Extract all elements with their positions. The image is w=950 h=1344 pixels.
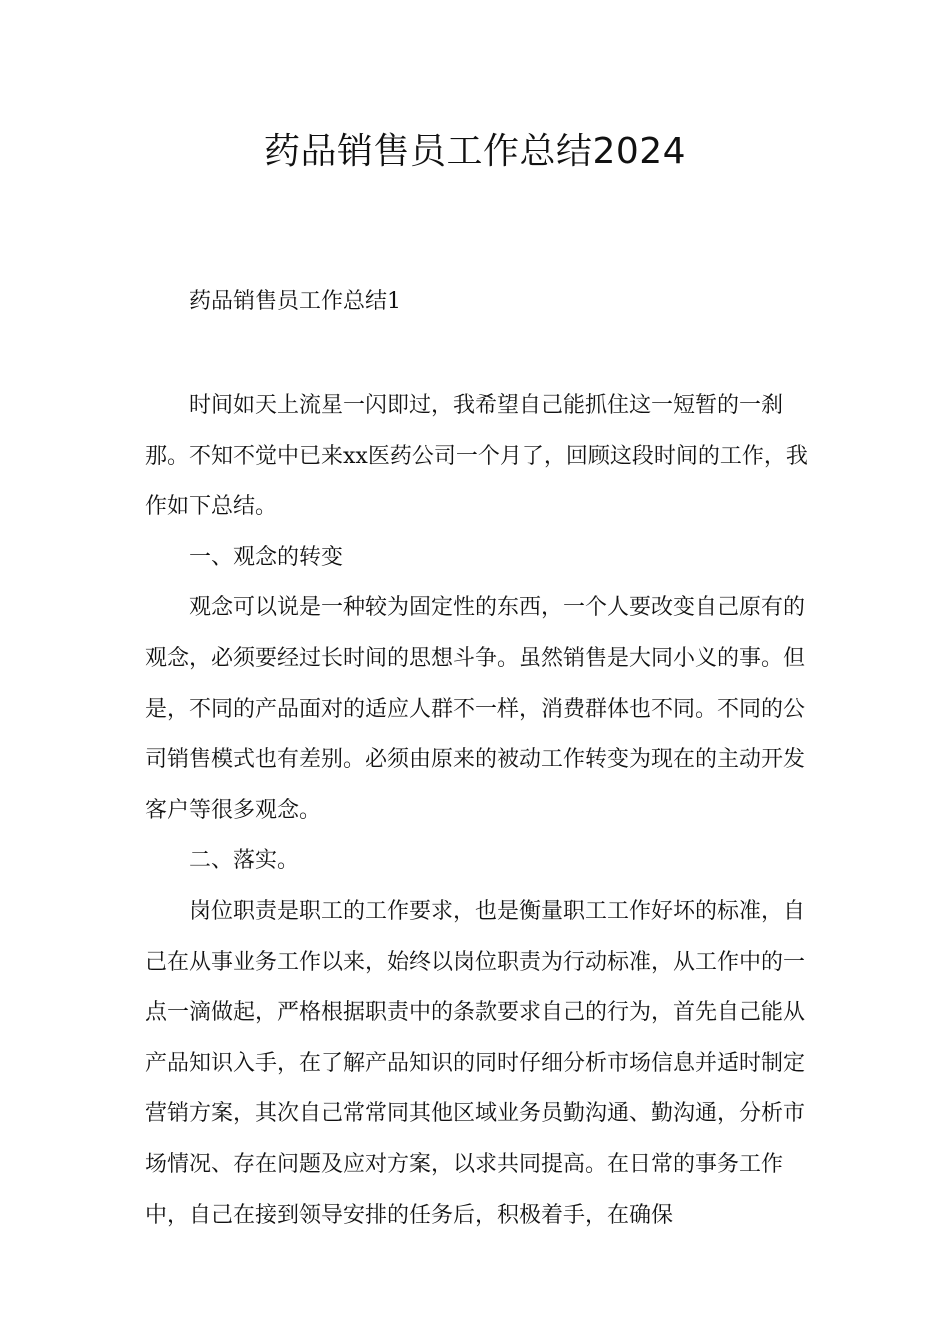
section-heading-2: 二、落实。	[189, 848, 300, 874]
paragraph-concept: 观念可以说是一种较为固定性的东西，一个人要改变自己原有的观念，必须要经过长时间的思想斗争。虽然销售是大同小义的事。但是，不同的产品面对的适应人群不一样，消费群体也不同。不同的公司销售模式也有差别。必须由原来的被动工作转变为现在的主动开发客户等很多观念。	[145, 595, 806, 823]
document-title: 药品销售员工作总结2024	[263, 131, 687, 172]
subtitle-text: 药品销售员工作总结1	[189, 289, 401, 314]
paragraph-intro: 时间如天上流星一闪即过，我希望自己能抓住这一短暂的一刹那。不知不觉中已来xx医药公司一个月了，回顾这段时间的工作，我作如下总结。	[145, 393, 808, 520]
document-body	[145, 381, 815, 1241]
section-heading-1: 一、观念的转变	[189, 544, 344, 570]
section-subtitle	[145, 284, 815, 320]
paragraph-implementation: 岗位职责是职工的工作要求，也是衡量职工工作好坏的标准，自己在从事业务工作以来，始终以岗位职责为行动标准，从工作中的一点一滴做起，严格根据职责中的条款要求自己的行为，首先自己能从产品知识入手，在了解产品知识的同时仔细分析市场信息并适时制定营销方案，其次自己常常同其他区域业务员勤沟通、勤沟通，分析市场情况、存在问题及应对方案，以求共同提高。在日常的事务工作中，自己在接到领导安排的任务后，积极着手，在确保	[145, 898, 806, 1228]
